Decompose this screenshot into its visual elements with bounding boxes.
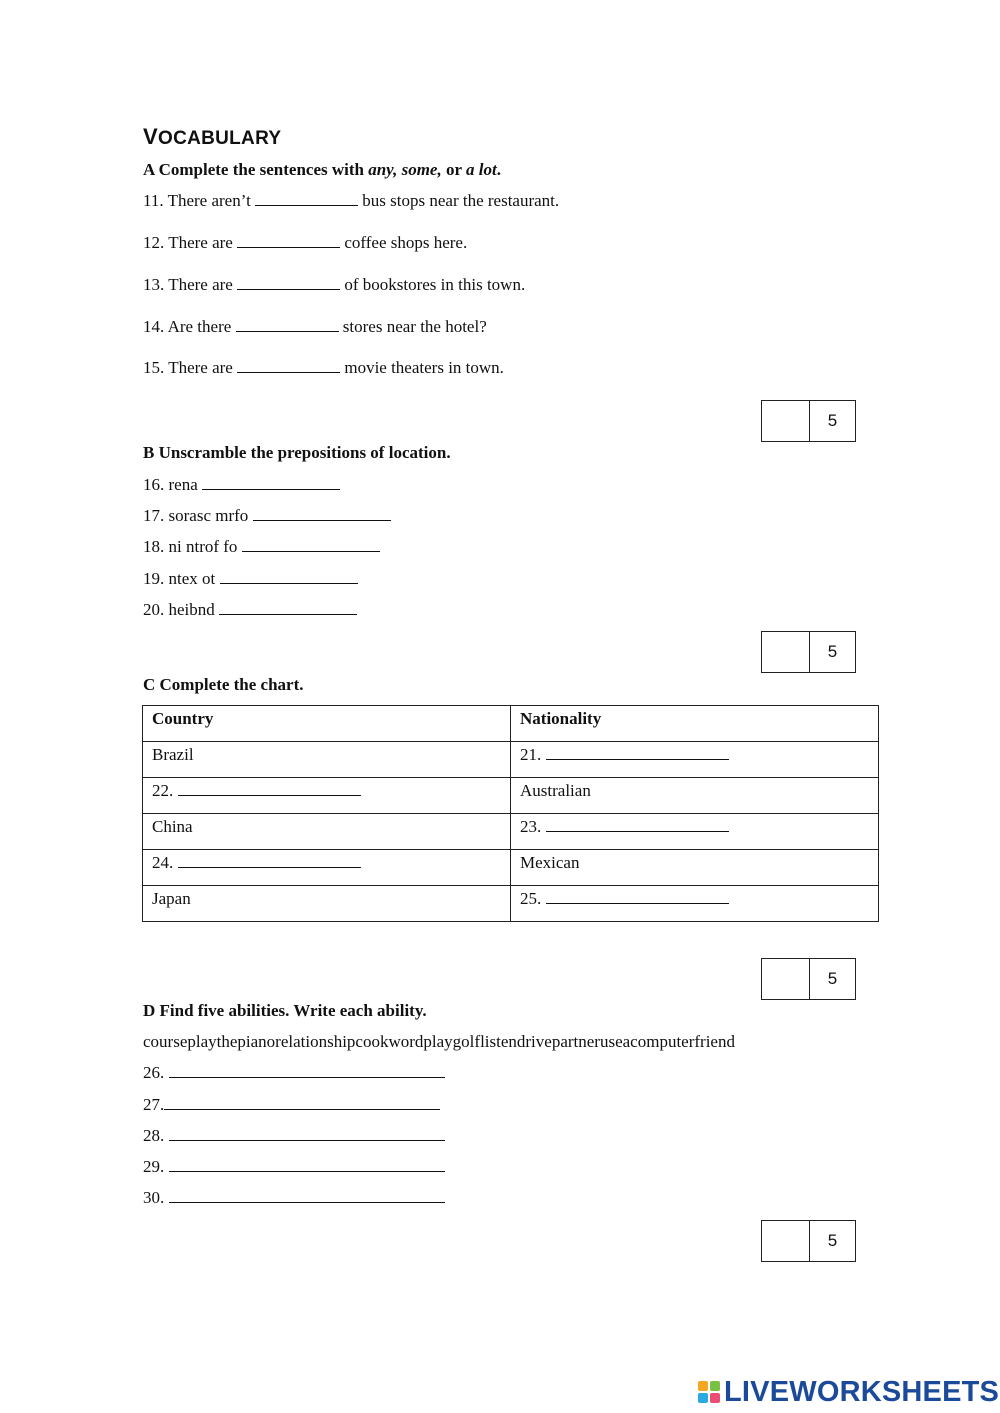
score-total: 5 xyxy=(827,411,838,430)
answer-blank[interactable] xyxy=(255,191,358,206)
answer-blank[interactable] xyxy=(546,889,729,904)
answer-blank[interactable] xyxy=(253,506,391,521)
table-row xyxy=(143,778,879,814)
sentence-item: 11. There aren’t bus stops near the restaurant. xyxy=(143,191,560,210)
ability-item: 26. xyxy=(143,1063,445,1083)
section-d-heading: D Find five abilities. Write each ability. xyxy=(143,1001,427,1020)
country-cell: 22. xyxy=(143,778,511,814)
liveworksheets-logo[interactable] xyxy=(698,1375,999,1409)
answer-blank[interactable] xyxy=(169,1063,445,1078)
nationality-cell: 25. xyxy=(511,886,879,922)
nationality-cell: Australian xyxy=(511,778,879,814)
answer-blank[interactable] xyxy=(202,475,340,490)
table-row xyxy=(143,742,879,778)
score-box-a xyxy=(761,400,856,442)
unscramble-item: 18. ni ntrof fo xyxy=(143,537,380,557)
answer-blank[interactable] xyxy=(237,358,340,373)
answer-blank[interactable] xyxy=(178,781,361,796)
score-total: 5 xyxy=(827,969,838,988)
answer-blank[interactable] xyxy=(220,569,358,584)
unscramble-item: 17. sorasc mrfo xyxy=(143,506,391,526)
answer-blank[interactable] xyxy=(546,817,729,832)
answer-blank[interactable] xyxy=(237,233,340,248)
country-nationality-chart xyxy=(142,705,879,922)
score-box-c xyxy=(761,958,856,1000)
unscramble-item: 20. heibnd xyxy=(143,600,357,620)
answer-blank[interactable] xyxy=(169,1126,445,1141)
answer-blank[interactable] xyxy=(164,1095,440,1110)
sentence-item: 14. Are there stores near the hotel? xyxy=(143,317,487,336)
answer-blank[interactable] xyxy=(546,745,729,760)
ability-item: 27. xyxy=(143,1095,440,1115)
answer-blank[interactable] xyxy=(178,853,361,868)
header-nationality: Nationality xyxy=(511,706,879,742)
unscramble-item: 19. ntex ot xyxy=(143,569,358,589)
answer-blank[interactable] xyxy=(236,317,339,332)
country-cell: Japan xyxy=(143,886,511,922)
answer-blank[interactable] xyxy=(169,1157,445,1172)
country-cell: 24. xyxy=(143,850,511,886)
score-box-d xyxy=(761,1220,856,1262)
section-b-heading: B Unscramble the prepositions of location. xyxy=(143,443,451,462)
ability-item: 29. xyxy=(143,1157,445,1177)
table-row xyxy=(143,886,879,922)
answer-blank[interactable] xyxy=(242,537,380,552)
nationality-cell: 23. xyxy=(511,814,879,850)
nationality-cell: Mexican xyxy=(511,850,879,886)
ability-item: 28. xyxy=(143,1126,445,1146)
score-box-b xyxy=(761,631,856,673)
vocabulary-title: VOCABULARY xyxy=(143,124,282,149)
chart-header-row xyxy=(143,706,879,742)
score-total: 5 xyxy=(827,1231,838,1250)
sentence-item: 15. There are movie theaters in town. xyxy=(143,358,504,377)
ability-item: 30. xyxy=(143,1188,445,1208)
unscramble-item: 16. rena xyxy=(143,475,340,495)
country-cell: China xyxy=(143,814,511,850)
country-cell: Brazil xyxy=(143,742,511,778)
score-total: 5 xyxy=(827,642,838,661)
section-c-heading: C Complete the chart. xyxy=(143,675,304,694)
answer-blank[interactable] xyxy=(219,600,357,615)
table-row xyxy=(143,850,879,886)
answer-blank[interactable] xyxy=(237,275,340,290)
logo-text: LIVEWORKSHEETS xyxy=(724,1375,1000,1408)
answer-blank[interactable] xyxy=(169,1188,445,1203)
sentence-item: 12. There are coffee shops here. xyxy=(143,233,468,252)
header-country: Country xyxy=(143,706,511,742)
logo-tiles-icon xyxy=(698,1381,720,1403)
nationality-cell: 21. xyxy=(511,742,879,778)
table-row xyxy=(143,814,879,850)
section-a-heading: A Complete the sentences with any, some, or a lot. xyxy=(143,160,501,179)
word-string: courseplaythepianorelationshipcookwordplaygolflistendrivepartneruseacomputerfriend xyxy=(143,1032,735,1051)
sentence-item: 13. There are of bookstores in this town. xyxy=(143,275,526,294)
